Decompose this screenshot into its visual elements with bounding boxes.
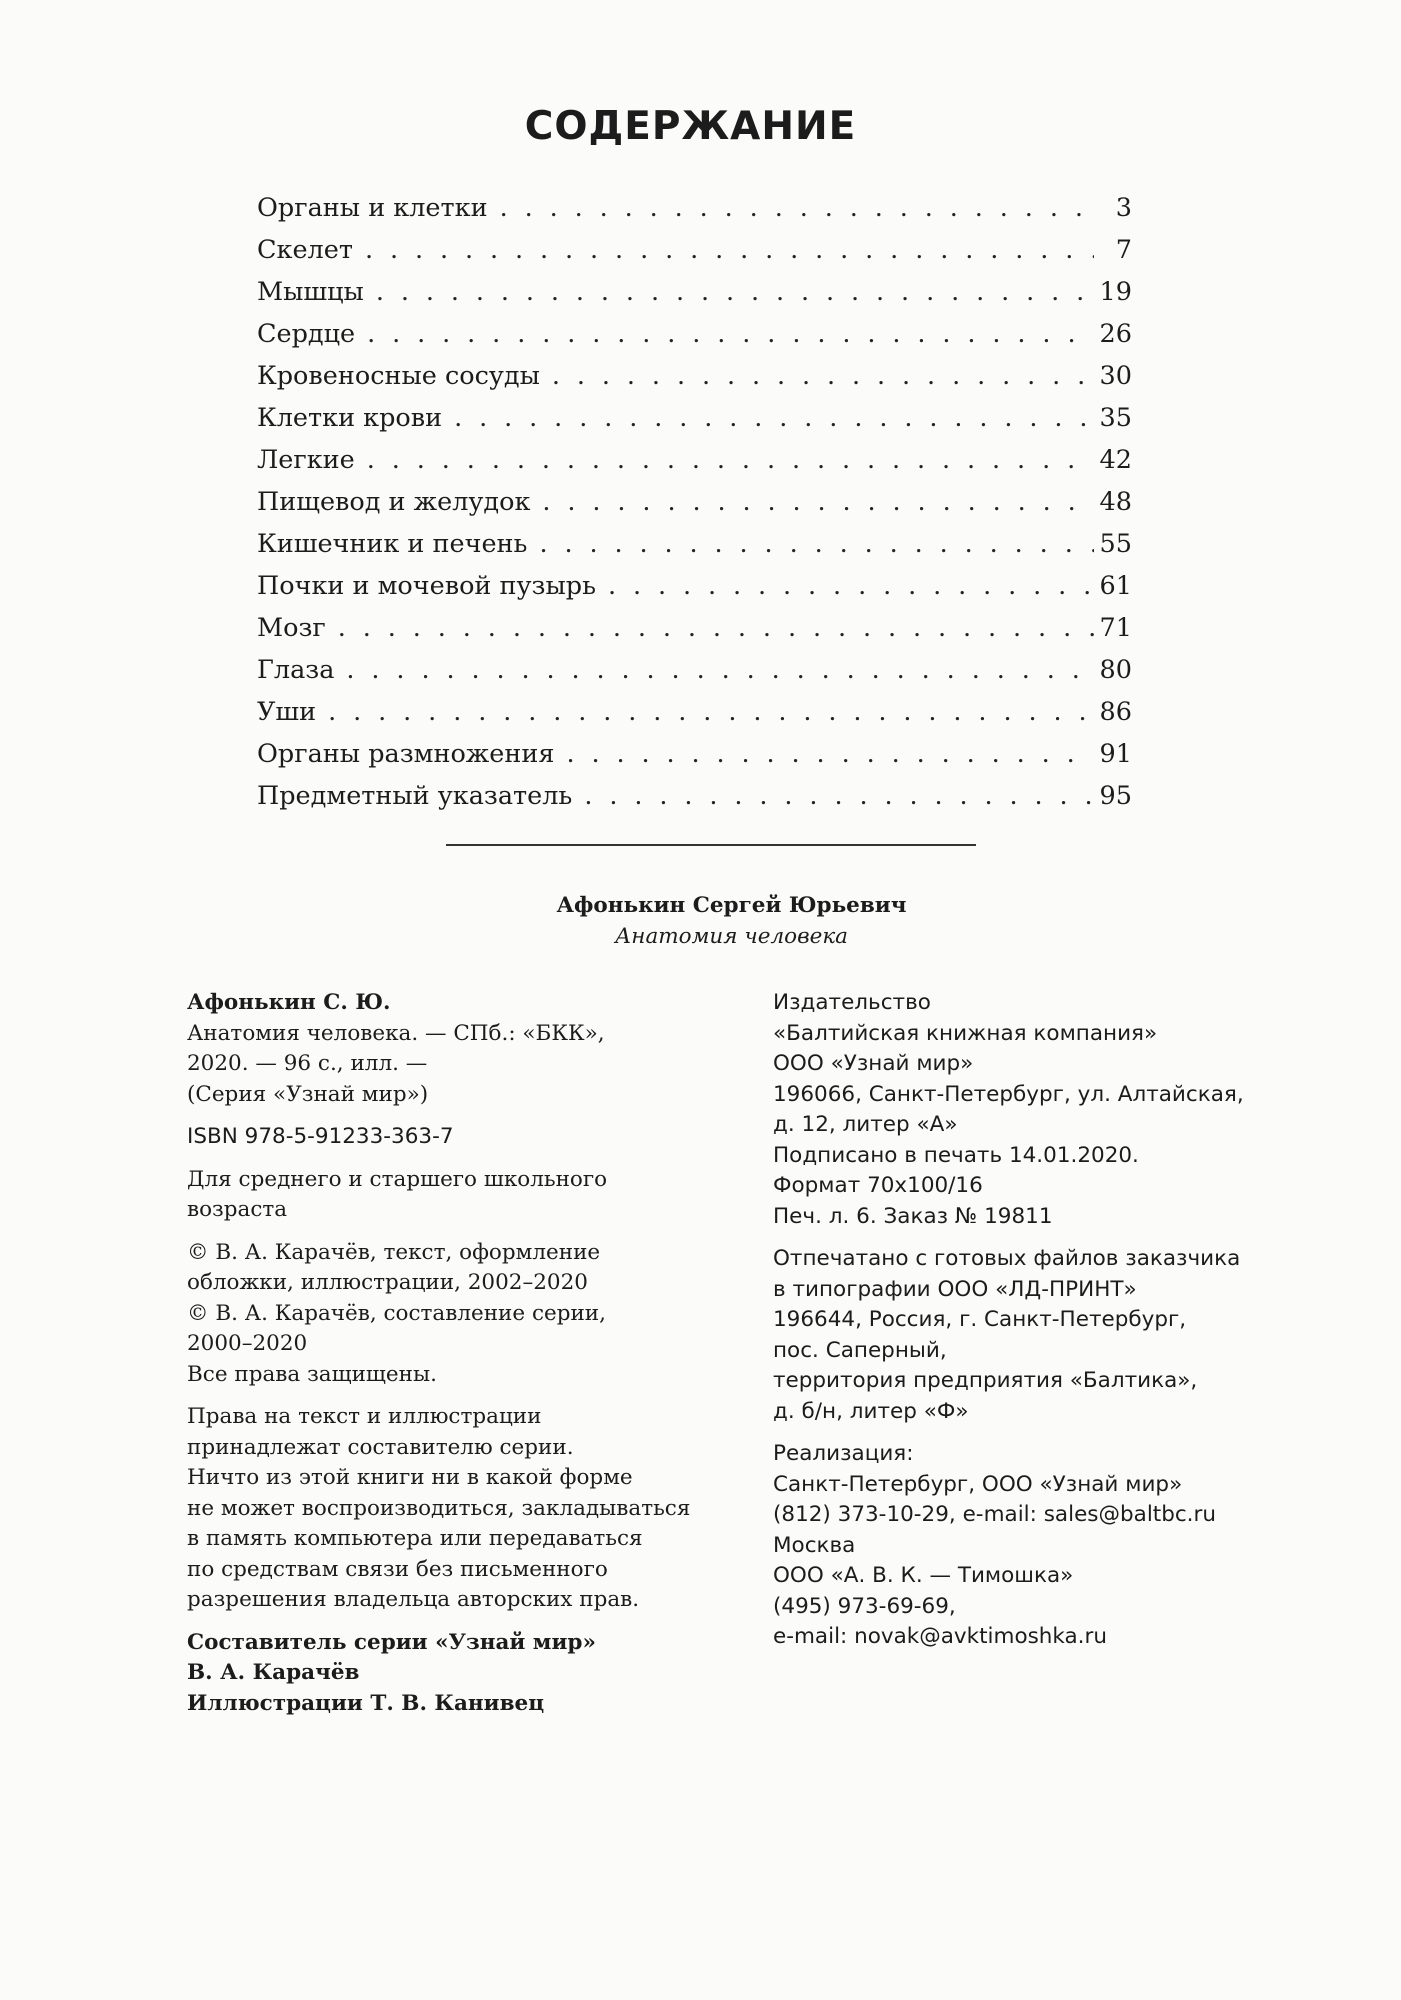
toc-entry: [257, 613, 1132, 655]
publisher-line: д. 12, литер «А»: [773, 1112, 958, 1137]
publisher-line: Подписано в печать 14.01.2020.: [773, 1142, 1139, 1168]
toc-entry-label: Мозг: [257, 613, 326, 643]
toc-entry-page: 35: [1099, 403, 1132, 433]
toc-entry-page: 86: [1099, 697, 1132, 727]
toc-entry: [257, 487, 1132, 529]
toc-entry-page: 3: [1115, 193, 1132, 223]
toc-entry-page: 42: [1099, 445, 1132, 475]
toc-entry-page: 26: [1099, 319, 1132, 349]
toc-leader-dots: [328, 697, 1094, 727]
toc-leader-dots: [584, 781, 1094, 811]
toc-entry: [257, 361, 1132, 403]
toc-entry-label: Мышцы: [257, 277, 364, 307]
toc-entry: [257, 781, 1132, 823]
toc-entry: [257, 739, 1132, 781]
toc-entry-label: Предметный указатель: [257, 781, 573, 811]
printer-line: в типографии ООО «ЛД-ПРИНТ»: [773, 1276, 1137, 1302]
toc-title: СОДЕРЖАНИЕ: [524, 104, 857, 149]
printer-info: [773, 1244, 1333, 1427]
toc-entry-label: Глаза: [257, 655, 335, 685]
toc-entry: [257, 571, 1132, 613]
rights-line: разрешения владельца авторских прав.: [187, 1587, 640, 1612]
toc-leader-dots: [367, 319, 1094, 349]
distribution-line: Реализация:: [773, 1441, 914, 1466]
publisher-line: Печ. л. 6. Заказ № 19811: [773, 1203, 1053, 1229]
printer-line: 196644, Россия, г. Санкт-Петербург,: [773, 1307, 1187, 1332]
toc-leader-dots: [539, 529, 1094, 559]
bibliographic-record: [187, 988, 707, 1110]
copyright-line: © В. А. Карачёв, составление серии,: [187, 1300, 606, 1326]
toc-entry: [257, 529, 1132, 571]
biblio-line: (Серия «Узнай мир»): [187, 1081, 429, 1107]
rights-line: Ничто из этой книги ни в какой форме: [187, 1465, 633, 1490]
distribution-line: e-mail: novak@avktimoshka.ru: [773, 1624, 1107, 1649]
credits: [187, 1628, 707, 1720]
toc-entry: [257, 403, 1132, 445]
book-title: Анатомия человека: [615, 924, 848, 949]
credit-line: В. А. Карачёв: [187, 1660, 360, 1685]
toc-leader-dots: [500, 193, 1094, 223]
publisher-line: ООО «Узнай мир»: [773, 1051, 974, 1076]
toc-leader-dots: [542, 487, 1094, 517]
author-short-name: Афонькин С. Ю.: [187, 990, 391, 1015]
rights-line: в память компьютера или передаваться: [187, 1526, 643, 1551]
copyright-notice: [187, 1238, 707, 1391]
printer-line: д. б/н, литер «Ф»: [773, 1398, 969, 1424]
audience-note: [187, 1165, 707, 1226]
audience-line: возраста: [187, 1197, 288, 1222]
toc-entry-page: 55: [1099, 529, 1132, 559]
toc-entry: [257, 193, 1132, 235]
toc-entry-page: 80: [1099, 655, 1132, 685]
toc-entry-label: Клетки крови: [257, 403, 443, 433]
toc-entry-page: 7: [1115, 235, 1132, 265]
toc-entry-label: Почки и мочевой пузырь: [257, 571, 596, 601]
printer-line: территория предприятия «Балтика»,: [773, 1368, 1198, 1393]
toc-entry: [257, 445, 1132, 487]
toc-entry-label: Скелет: [257, 235, 353, 265]
copyright-line: Все права защищены.: [187, 1361, 437, 1387]
isbn: ISBN 978-5-91233-363-7: [187, 1124, 454, 1149]
toc-entry-label: Сердце: [257, 319, 356, 349]
imprint-header: [0, 890, 1401, 952]
toc-entry-label: Кровеносные сосуды: [257, 361, 540, 391]
rights-line: Права на текст и иллюстрации: [187, 1404, 542, 1429]
toc-leader-dots: [367, 445, 1094, 475]
distribution-info: [773, 1439, 1333, 1653]
toc-entry-label: Пищевод и желудок: [257, 487, 531, 517]
imprint-right-column: [773, 988, 1333, 1665]
toc-entry: [257, 655, 1132, 697]
toc-entry-page: 19: [1099, 277, 1132, 307]
toc-leader-dots: [338, 613, 1094, 643]
toc-entry-page: 95: [1099, 781, 1132, 811]
biblio-line: 2020. — 96 с., илл. —: [187, 1051, 428, 1076]
toc-leader-dots: [608, 571, 1094, 601]
rights-line: не может воспроизводиться, закладываться: [187, 1495, 691, 1521]
toc-entry: [257, 235, 1132, 277]
toc-entry-label: Кишечник и печень: [257, 529, 528, 559]
publisher-line: Формат 70x100/16: [773, 1173, 983, 1198]
copyright-line: обложки, иллюстрации, 2002–2020: [187, 1270, 588, 1295]
rights-line: по средствам связи без письменного: [187, 1556, 608, 1582]
distribution-line: ООО «А. В. К. — Тимошка»: [773, 1563, 1074, 1588]
toc-entry: [257, 277, 1132, 319]
publisher-info: [773, 988, 1333, 1232]
copyright-line: © В. А. Карачёв, текст, оформление: [187, 1239, 601, 1265]
distribution-line: (812) 373-10-29, e-mail: sales@baltbc.ru: [773, 1502, 1216, 1527]
toc-entry-label: Органы и клетки: [257, 193, 488, 223]
toc-leader-dots: [365, 235, 1094, 265]
toc-entry-page: 61: [1099, 571, 1132, 601]
copyright-line: 2000–2020: [187, 1331, 308, 1356]
toc-leader-dots: [376, 277, 1094, 307]
biblio-line: Анатомия человека. — СПб.: «БКК»,: [187, 1020, 605, 1046]
toc-entry-label: Уши: [257, 697, 317, 727]
toc-entry: [257, 319, 1132, 361]
publisher-line: 196066, Санкт-Петербург, ул. Алтайская,: [773, 1081, 1244, 1107]
toc-leader-dots: [346, 655, 1094, 685]
distribution-line: Санкт-Петербург, ООО «Узнай мир»: [773, 1471, 1183, 1497]
publisher-line: «Балтийская книжная компания»: [773, 1020, 1158, 1046]
credit-line: Иллюстрации Т. В. Канивец: [187, 1690, 545, 1716]
printer-line: пос. Саперный,: [773, 1337, 947, 1363]
distribution-line: (495) 973-69-69,: [773, 1593, 956, 1619]
divider-rule: [446, 844, 976, 846]
toc-entry-label: Органы размножения: [257, 739, 555, 769]
toc-entry-page: 91: [1099, 739, 1132, 769]
toc-entry-label: Легкие: [257, 445, 355, 475]
isbn-block: [187, 1122, 707, 1153]
author-full-name: Афонькин Сергей Юрьевич: [556, 893, 907, 918]
toc-leader-dots: [454, 403, 1094, 433]
audience-line: Для среднего и старшего школьного: [187, 1166, 608, 1192]
toc-leader-dots: [566, 739, 1094, 769]
rights-line: принадлежат составителю серии.: [187, 1434, 574, 1460]
distribution-line: Москва: [773, 1532, 856, 1558]
toc-leader-dots: [552, 361, 1094, 391]
toc-entry-page: 71: [1099, 613, 1132, 643]
toc-entry-page: 30: [1099, 361, 1132, 391]
imprint-left-column: [187, 988, 707, 1731]
publisher-line: Издательство: [773, 990, 931, 1015]
table-of-contents: [257, 193, 1132, 823]
toc-entry-page: 48: [1099, 487, 1132, 517]
rights-notice: [187, 1402, 707, 1616]
printer-line: Отпечатано с готовых файлов заказчика: [773, 1246, 1241, 1271]
toc-entry: [257, 697, 1132, 739]
credit-line: Составитель серии «Узнай мир»: [187, 1629, 596, 1655]
